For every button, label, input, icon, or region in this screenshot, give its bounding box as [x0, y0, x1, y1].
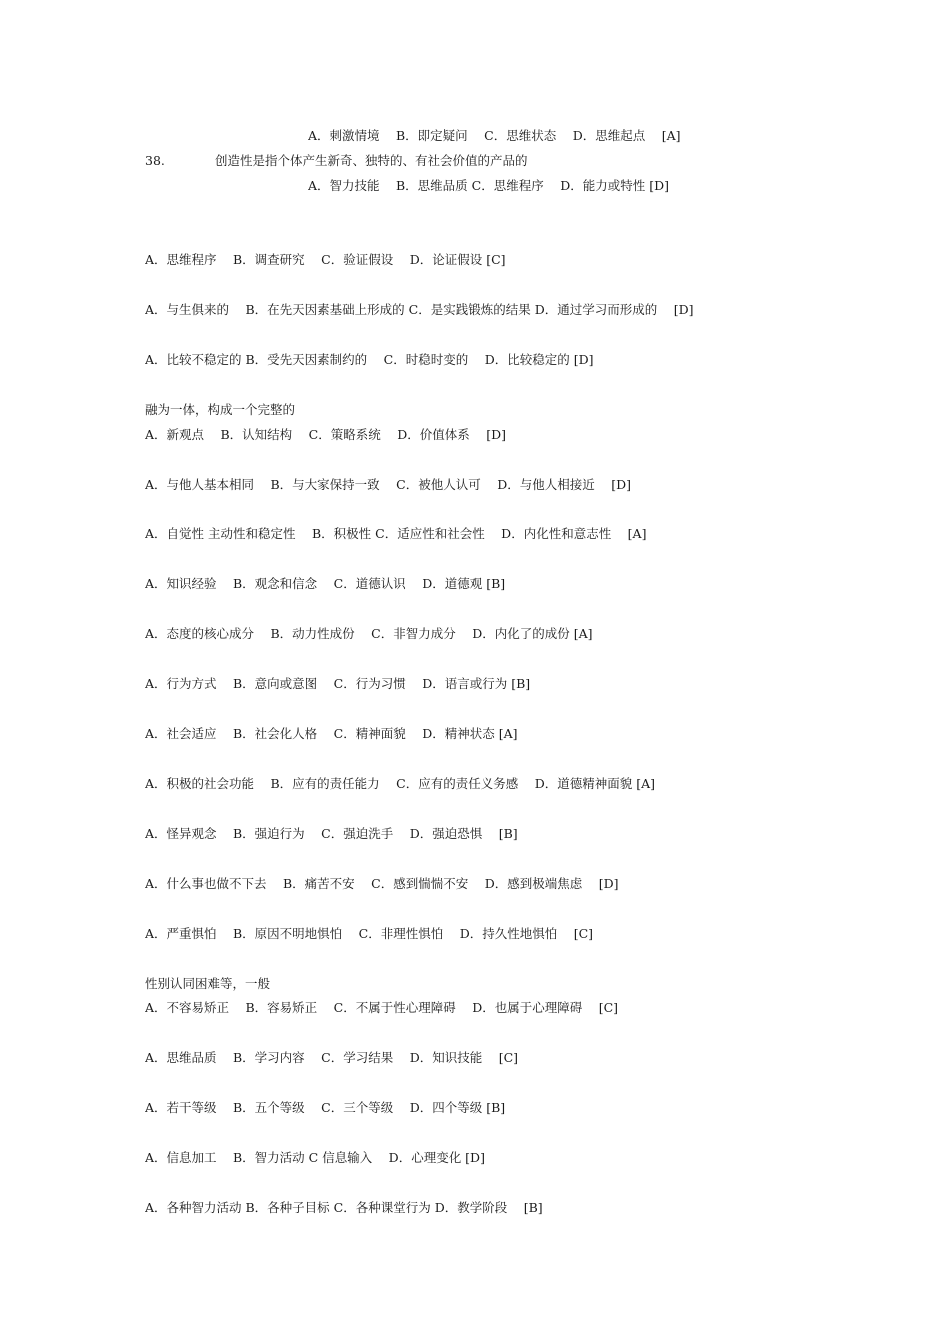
answer-options: A．与他人基本相同 B．与大家保持一致 C．被他人认可 D．与他人相接近 [D]	[145, 476, 631, 492]
answer-options: A．与生俱来的 B．在先天因素基础上形成的 C．是实践锻炼的结果 D．通过学习而形成的 [D]	[145, 301, 694, 317]
answer-options: A．行为方式 B．意向或意图 C．行为习惯 D．语言或行为 [B]	[145, 676, 531, 692]
answer-options: A．思维品质 B．学习内容 C．学习结果 D．知识技能 [C]	[145, 1050, 519, 1066]
answer-options: A．信息加工 B．智力活动 C 信息输入 D．心理变化 [D]	[145, 1150, 485, 1166]
answer-options: A．积极的社会功能 B．应有的责任能力 C．应有的责任义务感 D．道德精神面貌 [A]	[145, 775, 655, 791]
question-text: 创造性是指个体产生新奇、独特的、有社会价值的产品的	[215, 153, 528, 168]
answer-options: A．知识经验 B．观念和信念 C．道德认识 D．道德观 [B]	[145, 576, 506, 592]
q38-options: A．智力技能 B．思维品质 C．思维程序 D．能力或特性 [D]	[308, 178, 669, 193]
answer-options: A．思维程序 B．调查研究 C．验证假设 D．论证假设 [C]	[145, 251, 506, 267]
answer-options: A．若干等级 B．五个等级 C．三个等级 D．四个等级 [B]	[145, 1100, 506, 1116]
answer-options: A．严重惧怕 B．原因不明地惧怕 C．非理性惧怕 D．持久性地惧怕 [C]	[145, 925, 594, 941]
question-text-continued: 融为一体，构成一个完整的	[145, 401, 296, 417]
answer-options: A．比较不稳定的 B．受先天因素制约的 C．时稳时变的 D．比较稳定的 [D]	[145, 351, 594, 367]
question-number: 38.	[145, 153, 165, 168]
answer-options: A．态度的核心成分 B．动力性成份 C．非智力成分 D．内化了的成份 [A]	[145, 626, 593, 642]
question-text-continued: 性别认同困难等，一般	[145, 975, 271, 991]
answer-options: A．自觉性 主动性和稳定性 B．积极性 C．适应性和社会性 D．内化性和意志性 [A]	[145, 526, 647, 542]
q37-options: A．刺激情境 B．即定疑问 C．思维状态 D．思维起点 [A]	[308, 128, 681, 143]
answer-options: A．怪异观念 B．强迫行为 C．强迫洗手 D．强迫恐惧 [B]	[145, 825, 518, 841]
answer-options: A．社会适应 B．社会化人格 C．精神面貌 D．精神状态 [A]	[145, 726, 518, 741]
answer-options: A．各种智力活动 B．各种子目标 C．各种课堂行为 D．教学阶段 [B]	[145, 1200, 543, 1216]
answer-options: A．新观点 B．认知结构 C．策略系统 D．价值体系 [D]	[145, 426, 506, 442]
answer-options: A．什么事也做不下去 B．痛苦不安 C．感到惴惴不安 D．感到极端焦虑 [D]	[145, 875, 619, 891]
answer-options: A．不容易矫正 B．容易矫正 C．不属于性心理障碍 D．也属于心理障碍 [C]	[145, 1000, 619, 1016]
